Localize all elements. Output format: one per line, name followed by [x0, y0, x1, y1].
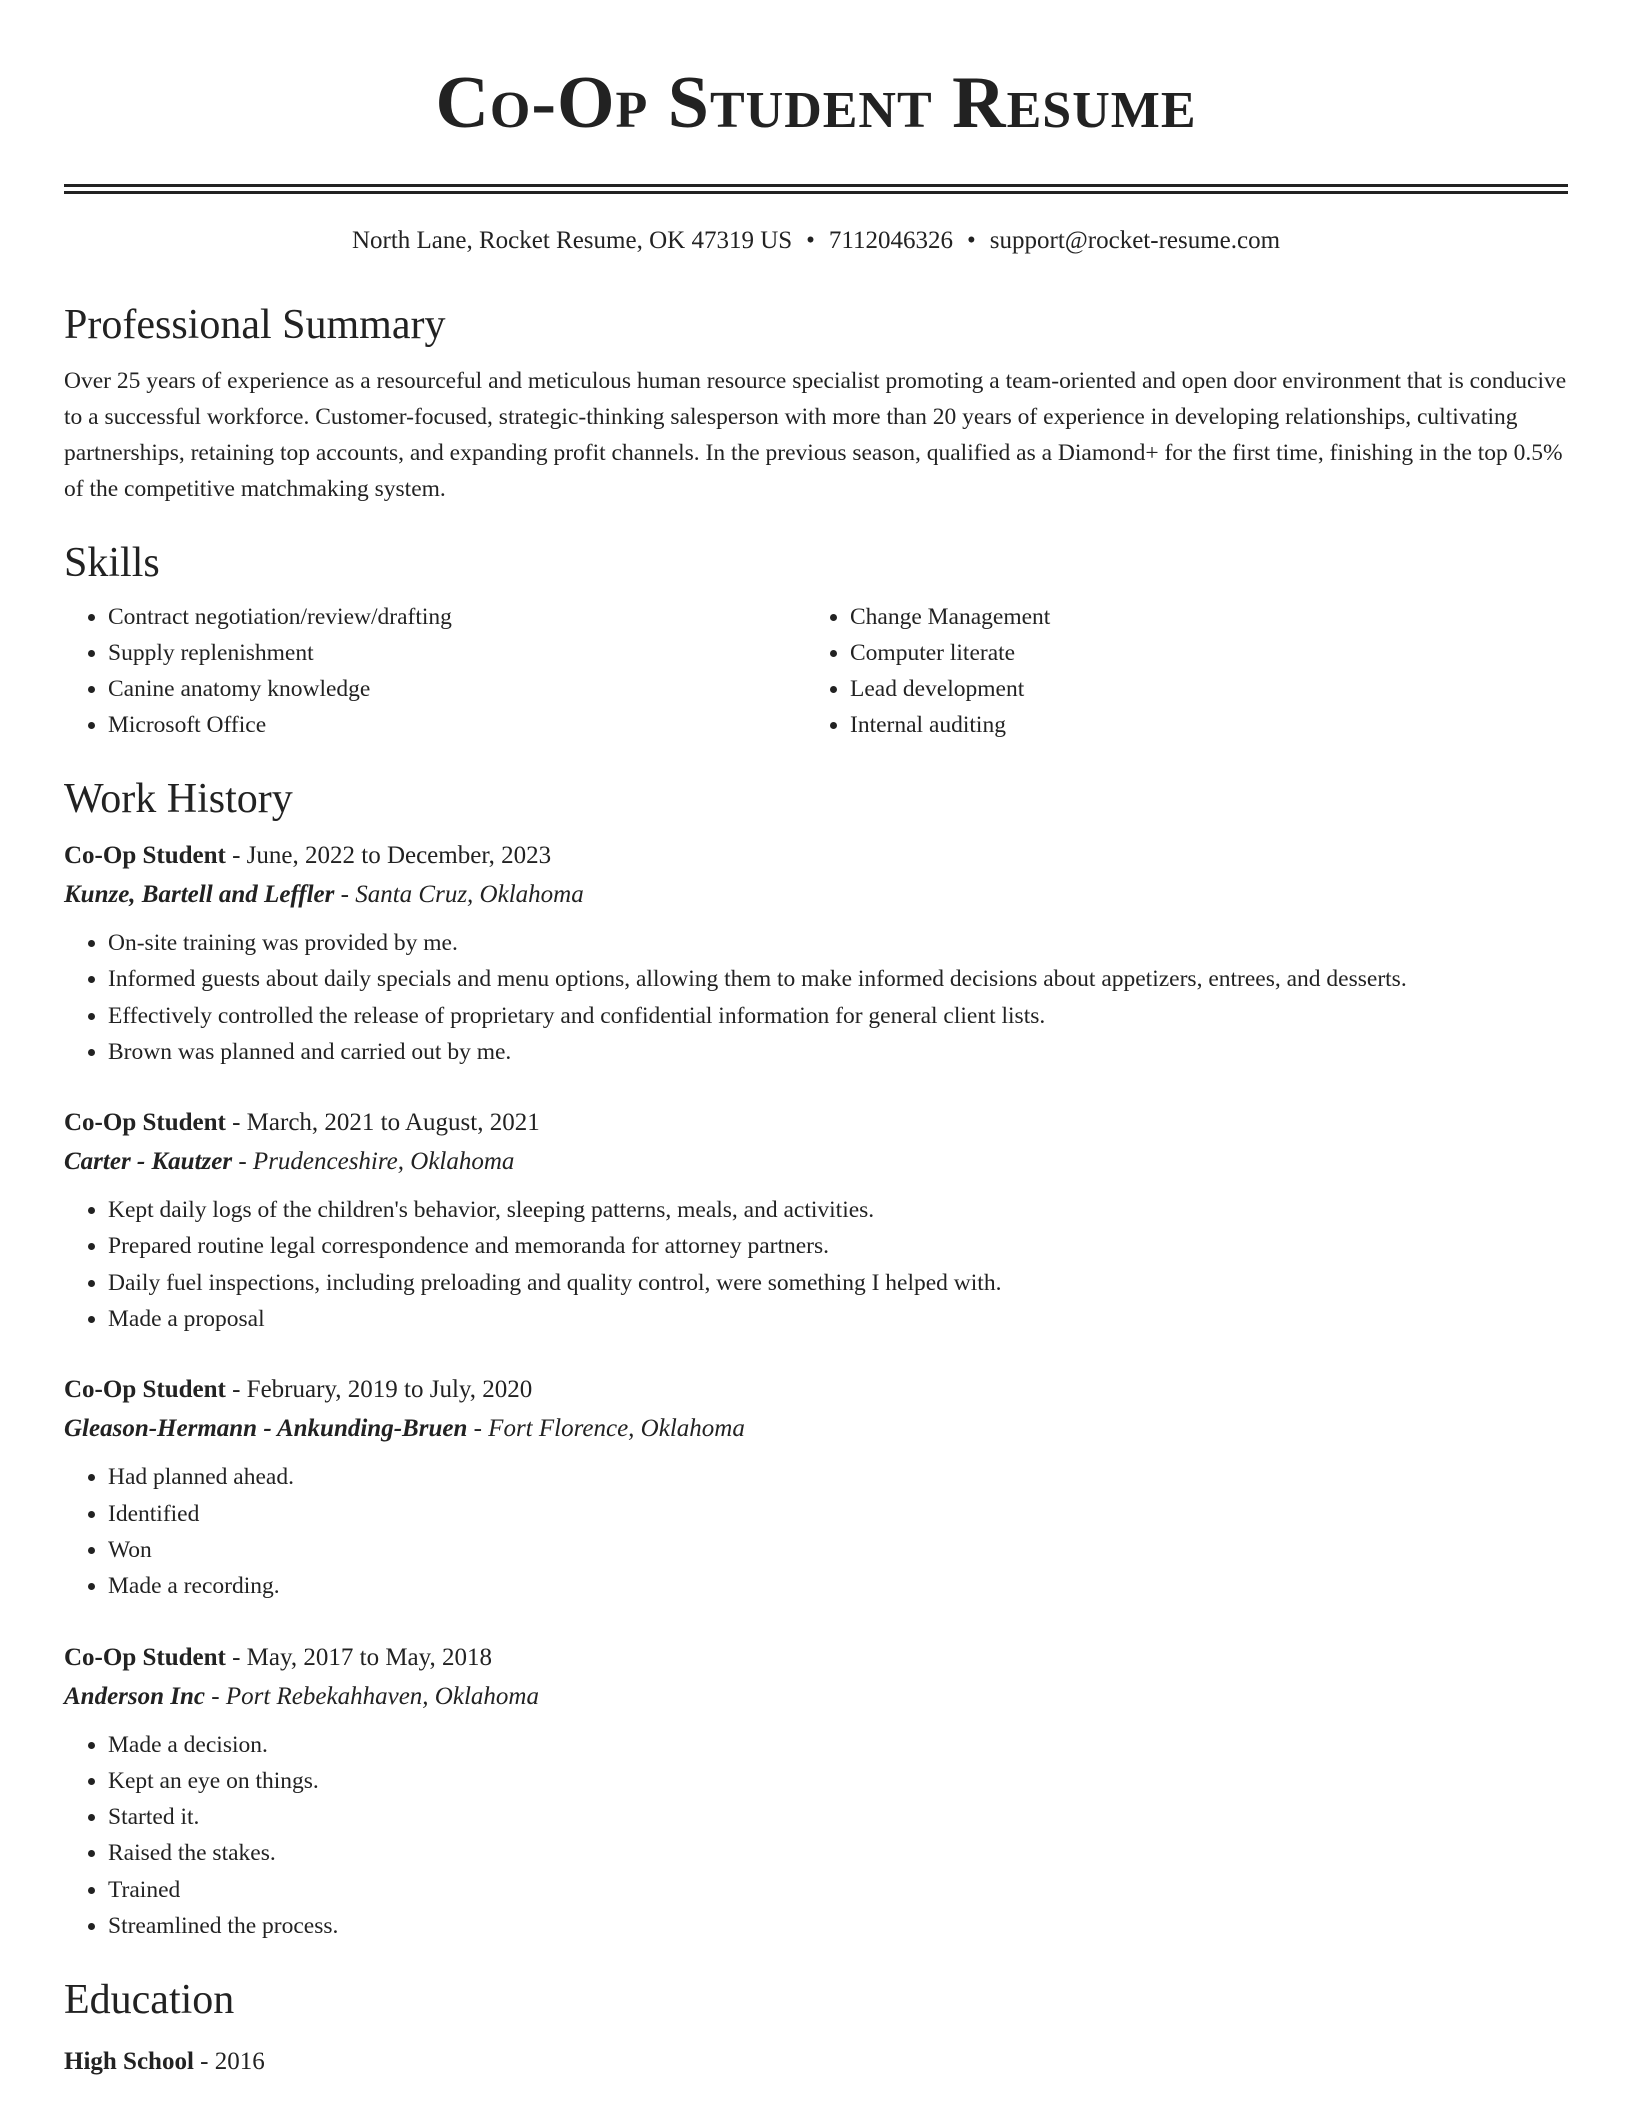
job-bullet: • Won: [108, 1532, 1568, 1568]
skill-item: • Microsoft Office: [108, 707, 806, 743]
job-bullet: • Prepared routine legal correspondence and memoranda for attorney partners.: [108, 1228, 1568, 1264]
job-bullet: • Informed guests about daily specials and menu options, allowing them to make informed decisions about appetizers, entrees, and desserts.: [108, 961, 1568, 997]
job-entry: [64, 837, 1568, 1070]
company-name: Anderson Inc: [64, 1682, 206, 1710]
company-line: [64, 1677, 1568, 1717]
job-role: Co-Op Student: [64, 1643, 226, 1671]
company-location: - Fort Florence, Oklahoma: [467, 1415, 745, 1443]
job-bullet: • Identified: [108, 1496, 1568, 1532]
job-bullets: [64, 1192, 1568, 1337]
job-bullet: • Trained: [108, 1872, 1568, 1908]
education-heading: Education: [64, 1977, 235, 2024]
job-bullet: • On-site training was provided by me.: [108, 925, 1568, 961]
contact-address: North Lane, Rocket Resume, OK 47319 US: [351, 227, 793, 254]
job-dates: - February, 2019 to July, 2020: [225, 1376, 533, 1404]
job-bullets: [64, 925, 1568, 1070]
job-bullets: [64, 1459, 1568, 1604]
skill-item: • Supply replenishment: [108, 635, 806, 671]
contact-email: support@rocket-resume.com: [989, 227, 1281, 254]
company-name: Carter - Kautzer: [64, 1148, 233, 1176]
job-bullet: • Kept an eye on things.: [108, 1763, 1568, 1799]
skill-item: • Change Management: [850, 599, 1548, 635]
job-entry: [64, 1639, 1568, 1945]
job-title-line: [64, 837, 1568, 875]
job-bullet: • Raised the stakes.: [108, 1835, 1568, 1871]
job-bullet: • Daily fuel inspections, including preloading and quality control, were something I helped with.: [108, 1265, 1568, 1301]
job-entry: [64, 1104, 1568, 1337]
contact-line: [64, 225, 1568, 257]
skill-item: • Computer literate: [850, 635, 1548, 671]
summary-heading: Professional Summary: [64, 302, 446, 348]
skill-item: • Internal auditing: [850, 707, 1548, 743]
job-bullet: • Brown was planned and carried out by me.: [108, 1034, 1568, 1070]
education-degree: High School: [64, 2048, 194, 2076]
contact-separator: •: [967, 227, 976, 254]
skills-column-right: [806, 599, 1548, 743]
resume-title: Co-Op Student Resume: [435, 62, 1197, 144]
job-dates: - May, 2017 to May, 2018: [225, 1643, 493, 1671]
company-line: [64, 1142, 1568, 1182]
skill-item: • Contract negotiation/review/drafting: [108, 599, 806, 635]
job-bullet: • Had planned ahead.: [108, 1459, 1568, 1495]
job-title-line: [64, 1639, 1568, 1677]
company-location: - Port Rebekahhaven, Oklahoma: [205, 1682, 539, 1710]
summary-text: Over 25 years of experience as a resourceful and meticulous human resource specialist promoting a team-oriented and open door environment that is conducive to a successful workforce. Customer-focused, strategic-thinking salesperson with more than 20 years of experience in developing relationships, cultivating partnerships, retaining top accounts, and expanding profit channels. In the previous season, qualified as a Diamond+ for the first time, finishing in the top 0.5% of the competitive matchmaking system.: [64, 368, 1567, 502]
job-bullet: • Kept daily logs of the children's behavior, sleeping patterns, meals, and activities.: [108, 1192, 1568, 1228]
education-year: - 2016: [193, 2048, 265, 2076]
skill-item: • Canine anatomy knowledge: [108, 671, 806, 707]
job-bullets: [64, 1727, 1568, 1945]
skills-column-left: [64, 599, 806, 743]
job-entry: [64, 1371, 1568, 1604]
job-dates: - June, 2022 to December, 2023: [225, 842, 552, 869]
job-bullet: • Started it.: [108, 1799, 1568, 1835]
job-bullet: • Streamlined the process.: [108, 1908, 1568, 1944]
company-name: Kunze, Bartell and Leffler: [64, 881, 335, 908]
title-double-rule: [64, 184, 1568, 187]
job-dates: - March, 2021 to August, 2021: [225, 1109, 540, 1137]
company-name: Gleason-Hermann - Ankunding-Bruen: [64, 1415, 468, 1443]
company-line: [64, 875, 1568, 915]
skills-list: [64, 599, 1568, 743]
company-location: - Santa Cruz, Oklahoma: [334, 881, 584, 908]
contact-phone: 7112046326: [828, 227, 953, 254]
job-bullet: • Made a recording.: [108, 1568, 1568, 1604]
work-history-heading: Work History: [64, 776, 293, 822]
job-role: Co-Op Student: [64, 1376, 226, 1404]
job-title-line: [64, 1371, 1568, 1409]
job-role: Co-Op Student: [64, 842, 226, 869]
skills-heading: Skills: [64, 540, 160, 586]
job-bullet: • Made a proposal: [108, 1301, 1568, 1337]
education-entry: [64, 2044, 1568, 2080]
contact-separator: •: [806, 227, 815, 254]
company-line: [64, 1409, 1568, 1449]
job-title-line: [64, 1104, 1568, 1142]
company-location: - Prudenceshire, Oklahoma: [232, 1148, 515, 1176]
skill-item: • Lead development: [850, 671, 1548, 707]
job-bullet: • Made a decision.: [108, 1727, 1568, 1763]
job-bullet: • Effectively controlled the release of proprietary and confidential information for general client lists.: [108, 998, 1568, 1034]
job-role: Co-Op Student: [64, 1109, 226, 1137]
